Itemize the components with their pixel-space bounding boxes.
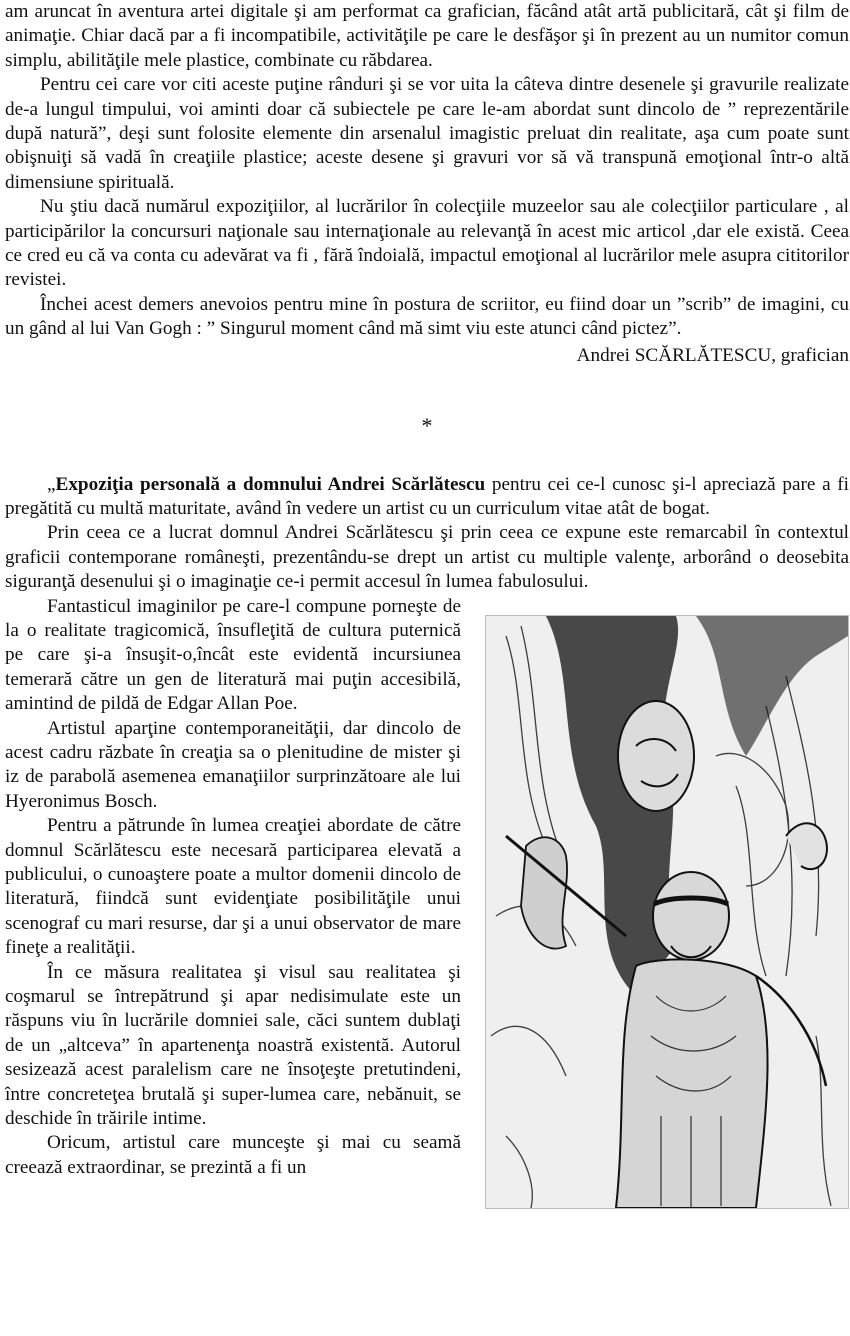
- paragraph: Artistul aparţine contemporaneităţii, dar dincolo de acest cadru răzbate în creaţia sa o plenitudine de mister şi iz de parabolă asemenea emanaţiilor surprinzătoare ale lui Hyeronimus Bosch.: [5, 717, 461, 812]
- paragraph: Pentru a pătrunde în lumea creaţiei abordate de către domnul Scărlătescu este necesară participarea elevată a publicului, o cunoaştere poate a multor domenii dincolo de literatură, fiindcă sunt evidenţiate posibilităţile unui scenograf cu mari resurse, dar şi a unui observator de mare fineţe a realităţii.: [5, 815, 461, 959]
- paragraph: În ce măsura realitatea şi visul sau realitatea şi coşmarul se întrepătrund şi apar nedisimulate este un răspuns viu în lucrările domniei sale, căci suntem dublaţi de un „altceva” în apartenenţa noastră existentă. Autorul sesizează acest paralelism care ne însoţeşte pretutindeni, între concreteţea brutală şi super-lumea care, nebănuit, se deschide în trăirile intime.: [5, 961, 461, 1130]
- review-section: [5, 473, 849, 1181]
- section-separator: *: [421, 413, 433, 439]
- paragraph: Prin ceea ce a lucrat domnul Andrei Scărlătescu şi prin ceea ce expune este remarcabil în contextul graficii contemporane româneşti, prezentându-se drept un artist cu multiple valenţe, arborând o deosebita siguranţă desenului şi o imaginaţie ce-i permit accesul în lumea fabulosului.: [5, 522, 849, 593]
- paragraph: Oricum, artistul care munceşte şi mai cu seamă creează extraordinar, se prezintă a fi un: [5, 1132, 461, 1178]
- paragraph: Închei acest demers anevoios pentru mine în postura de scriitor, eu fiind doar un ”scrib” de imagini, cu un gând al lui Van Gogh : ” Singurul moment când mă simt viu este atunci când pictez”.: [5, 293, 849, 340]
- paragraph: Fantasticul imaginilor pe care-l compune porneşte de la o realitate tragicomică, însufleţită de cultura puternică pe care şi-a însuşit-o,încât este evidentă incursiunea temerară către un gen de literatură mai puţin accesibilă, amintind de pildă de Edgar Allan Poe.: [5, 595, 461, 715]
- author-signature: Andrei SCĂRLĂTESCU, grafician: [576, 344, 849, 366]
- article-page: [5, 0, 849, 1215]
- engraving-figure: [485, 615, 849, 1209]
- paragraph: Nu ştiu dacă numărul expoziţiilor, al lucrărilor în colecţiile muzeelor sau ale colecţiilor particulare , al participărilor la concursuri naţionale sau internaţionale au relevanţă în acest mic articol ,dar ele există. Ceea ce cred eu că va conta cu adevărat va fi , fără îndoială, impactul emoţional al lucrărilor mele asupra cititorilor revistei.: [5, 196, 849, 291]
- engraving-illustration: [486, 616, 848, 1208]
- opening-quote: „: [47, 473, 56, 495]
- paragraph: [5, 473, 849, 522]
- paragraph-text: pentru cei ce-l cunosc şi-l apreciază pare a fi pregătită cu multă maturitate, având în vedere un artist cu un curriculum vitae atât de bogat.: [5, 473, 849, 519]
- paragraph: am aruncat în aventura artei digitale şi am performat ca grafician, făcând atât artă publicitară, cât şi film de animaţie. Chiar dacă par a fi incompatibile, activităţile pe care le desfăşor şi în prezent au un numitor comun simplu, abilităţile mele plastice, combinate cu răbdarea.: [5, 1, 849, 71]
- paragraph: Pentru cei care vor citi aceste puţine rânduri şi se vor uita la câteva dintre desenele şi gravurile realizate de-a lungul timpului, voi aminti doar că subiectele pe care le-am abordat sunt dincolo de ” reprezentările după natură”, deşi sunt folosite elemente din arsenalul imagistic preluat din realitate, aşa cum poate sunt obişnuiţi să vadă în creaţiile plastice; aceste desene şi gravuri vor să vă transpună emoţional într-o altă dimensiune spirituală.: [5, 74, 849, 193]
- exhibition-title: Expoziţia personală a domnului Andrei Scărlătescu: [55, 473, 486, 495]
